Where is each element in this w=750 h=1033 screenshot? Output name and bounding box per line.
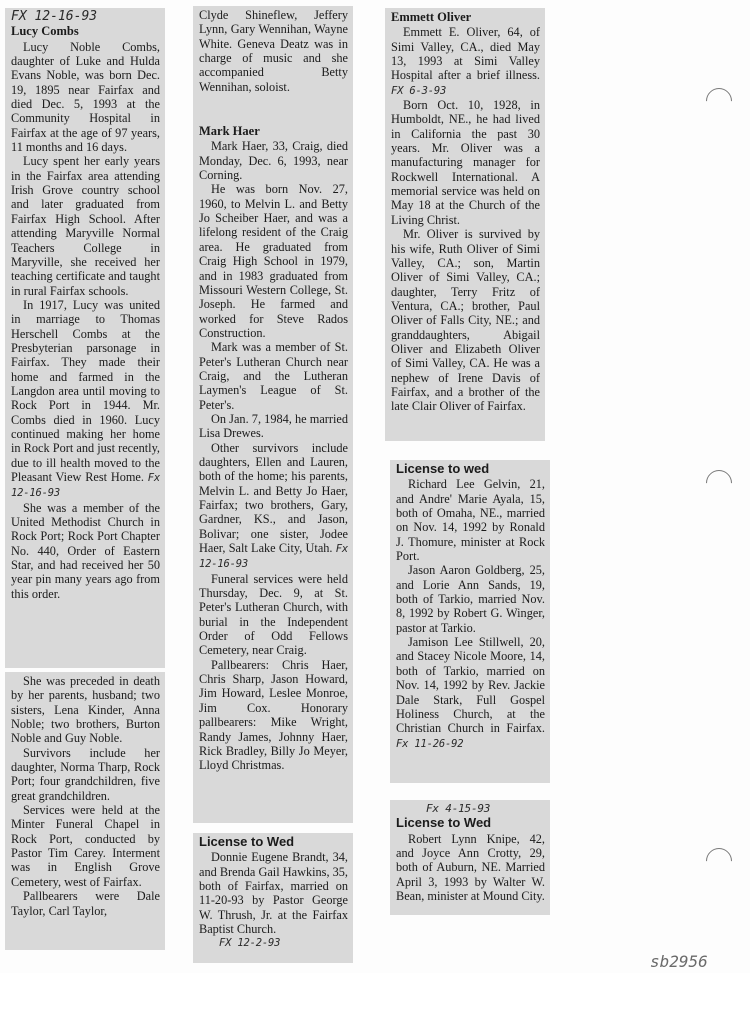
paragraph (11, 298, 160, 501)
paragraph: On Jan. 7, 1984, he married Lisa Drewes. (199, 411, 348, 441)
paragraph: Robert Lynn Knipe, 42, and Joyce Ann Crotty, 29, both of Auburn, NE. Married April 3, 1993 by Walter W. Bean, minister at Mound City. (396, 831, 545, 904)
paragraph: Survivors include her daughter, Norma Tharp, Rock Port; four grandchildren, five great grandchildren. (11, 745, 160, 803)
paragraph (396, 635, 545, 751)
paragraph: Jason Aaron Goldberg, 25, and Lorie Ann Sands, 19, both of Tarkio, married Nov. 8, 1992 by Robert G. Winger, pastor at Tarkio. (396, 563, 545, 635)
paragraph-text: Other survivors include daughters, Ellen and Lauren, both of the home; his parents, Melvin L. and Betty Jo Haer, Fairfax; two brothers, Gary, Gardner, KS., and Jason, Bolivar; one sister, Jodee Haer, Salt Lake City, Utah. (199, 440, 348, 556)
handwritten-note: Fx 11-26-92 (396, 737, 464, 750)
handwritten-note: Fx 12-16-93 (11, 472, 160, 500)
section-title-license-to-wed: License to Wed (396, 815, 492, 831)
license-to-wed-clipping-fairfax (193, 833, 353, 963)
paragraph: Pallbearers were Dale Taylor, Carl Taylor, (11, 889, 160, 918)
mark-haer-clipping (193, 6, 353, 823)
paragraph-text: In 1917, Lucy was united in marriage to Thomas Herschell Combs at the Presbyterian parsonage in Fairfax. They made their home and farmed in the Langdon area until moving to Rock Port in 1944. Mr. Combs died in 1960. Lucy continued making her home in Rock Port and just recently, due to ill health moved to the Pleasant View Rest Home. (11, 297, 160, 484)
paragraph (199, 441, 348, 572)
paragraph: Richard Lee Gelvin, 21, and Andre' Marie Ayala, 15, both of Omaha, NE., married on Nov. 14, 1992 by Ronald J. Thomure, minister at Rock Port. (396, 477, 545, 564)
binder-hole-mark (701, 843, 738, 880)
handwritten-date: FX 12-16-93 (11, 9, 98, 24)
section-title-license-to-wed: License to Wed (199, 834, 295, 849)
paragraph: Lucy Noble Combs, daughter of Luke and Hulda Evans Noble, was born Dec. 19, 1895 near Fairfax and died Dec. 5, 1993 at the Community Hospital in Fairfax at the age of 97 years, 11 months and 16 days. (11, 39, 160, 155)
paragraph: He was born Nov. 27, 1960, to Melvin L. and Betty Jo Scheiber Haer, and was a lifelong resident of the Craig area. He graduated from Craig High School in 1979, and in 1983 graduated from Missouri Western College, St. Joseph. He farmed and worked for Steve Rados Construction. (199, 182, 348, 340)
paragraph-text: Jamison Lee Stillwell, 20, and Stacey Nicole Moore, 14, both of Tarkio, married on Nov. 14, 1992 by Rev. Jackie Dale Stark, Full Gospel Holiness Church, at the Christian Church in Fairfax. (396, 635, 545, 736)
binder-hole-mark (701, 465, 738, 502)
paragraph-text: Emmett E. Oliver, 64, of Simi Valley, CA., died May 13, 1993 at Simi Valley Hospital after a brief illness. (391, 25, 540, 83)
handwritten-note: FX 12-2-93 (219, 937, 281, 950)
paragraph: She was a member of the United Methodist Church in Rock Port; Rock Port Chapter No. 440, Order of Eastern Star, and had received her 50 year pin many years ago from this order. (11, 500, 160, 601)
license-to-wed-clipping-tarkio (390, 460, 550, 783)
paragraph: Mark was a member of St. Peter's Lutheran Church near Craig, and the Lutheran Laymen's League of St. Peter's. (199, 340, 348, 412)
license-to-wed-clipping-auburn (390, 800, 550, 915)
paragraph: Funeral services were held Thursday, Dec. 9, at St. Peter's Lutheran Church, with burial in the Independent Order of Odd Fellows Cemetery, near Craig. (199, 571, 348, 658)
paragraph: She was preceded in death by her parents, husband; two sisters, Lena Kinder, Anna Noble; two brothers, Burton Noble and Guy Noble. (11, 674, 160, 746)
handwritten-note: Fx 12-16-93 (199, 543, 348, 571)
lucy-combs-clipping (5, 8, 165, 668)
paragraph: Pallbearers: Chris Haer, Chris Sharp, Jason Howard, Jim Howard, Leslee Monroe, Jim Cox. Honorary pallbearers: Mike Wright, Randy James, Johnny Haer, Rick Bradley, Billy Jo Meyer, Lloyd Christmas. (199, 657, 348, 773)
paragraph: Mr. Oliver is survived by his wife, Ruth Oliver of Simi Valley, CA.; son, Martin Oliver of Simi Valley, CA.; daughter, Terry Fritz of Ventura, CA.; brother, Paul Oliver of Falls City, NE.; and granddaughters, Abigail Oliver and Elizabeth Oliver of Simi Valley, CA. He was a nephew of Irene Davis of Fairfax, and a brother of the late Clair Oliver of Fairfax. (391, 227, 540, 414)
handwritten-note: FX 6-3-93 (391, 84, 447, 97)
emmett-oliver-clipping (385, 8, 545, 441)
obituary-title-mark-haer: Mark Haer (199, 124, 260, 139)
paragraph: Clyde Shineflew, Jeffery Lynn, Gary Wennihan, Wayne White. Geneva Deatz was in charge of music and she accompanied Betty Wennihan, soloist. (199, 8, 348, 94)
paragraph (391, 25, 540, 98)
lucy-combs-continued-clipping (5, 672, 165, 950)
handwritten-note: Fx 4-15-93 (426, 802, 491, 815)
paragraph: Born Oct. 10, 1928, in Humboldt, NE., he had lived in California the past 30 years. Mr. Oliver was a manufacturing manager for Rockwell International. A memorial service was held on May 18 at the Church of the Living Christ. (391, 98, 540, 227)
section-title-license-to-wed: License to wed (396, 461, 490, 476)
paragraph: Lucy spent her early years in the Fairfax area attending Irish Grove country school and later graduated from Fairfax High School. After attending Maryville Normal Teachers College in Maryville, she received her teaching certificate and taught in rural Fairfax schools. (11, 154, 160, 298)
obituary-title-lucy-combs: Lucy Combs (11, 24, 79, 39)
obituary-title-emmett-oliver: Emmett Oliver (391, 10, 472, 24)
catalog-number: sb2956 (650, 952, 708, 971)
binder-hole-mark (701, 83, 738, 120)
paragraph: Services were held at the Minter Funeral Chapel in Rock Port, conducted by Pastor Tim Carey. Interment was in English Grove Cemetery, west of Fairfax. (11, 803, 160, 889)
paragraph: Mark Haer, 33, Craig, died Monday, Dec. 6, 1993, near Corning. (199, 139, 348, 183)
paragraph: Donnie Eugene Brandt, 34, and Brenda Gail Hawkins, 35, both of Fairfax, married on 11-20-93 by Pastor George W. Thrush, Jr. at the Fairfax Baptist Church. (199, 850, 348, 937)
